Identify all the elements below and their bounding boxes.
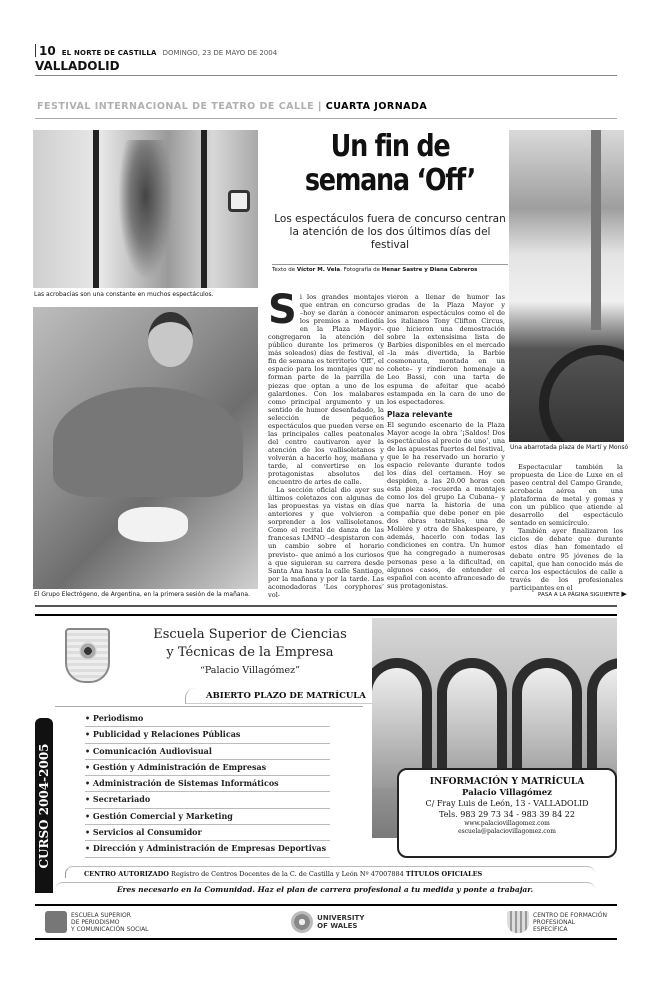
logo-text: CENTRO DE FORMACIÓN [533,911,607,919]
byline-photographers: Henar Sastre y Diana Cabreros [381,267,478,273]
school-name-line-1: Escuela Superior de Ciencias [153,627,347,642]
authorized-label: CENTRO AUTORIZADO [84,870,169,878]
paragraph: vieron a llenar de humor las gradas de la Plaza Mayor y animaron espectáculos como el de los italianos Tony Clifton Circus, que hicieron una demostración sobre la extensísima lista de Barbies disponibles en el mercado –la más divertida, la Barbie cosmonauta, montada en un cohete– y rindieron homenaje a Leo Bassi, con una tarta de espuma de afeitar que acabó estampada en la cara de uno de los espectadores. [387,293,505,406]
university-seal-icon [291,911,313,933]
authorized-center-line [65,866,595,878]
school-name-line-3: “Palacio Villagómez” [199,665,301,676]
logo-text: DE PERIODISMO [71,918,120,926]
kicker-separator: | [317,101,322,112]
wheel-icon [539,345,624,442]
continued-link[interactable] [538,590,627,598]
shield-crest-icon [507,911,529,933]
course-item: • Publicidad y Relaciones Públicas [85,727,330,743]
logo-text: UNIVERSITY [317,914,365,922]
school-name [130,626,370,680]
article-kicker [37,101,427,112]
paragraph: Espectacular también la propuesta de Lice de Luxe en el paseo central del Campo Grande, acrobacia aérea en una plataforma de metal y gomas y con un público que atiende al desarrollo del espectáculo sentado en semicírculo. [510,463,623,528]
course-year-tab [35,718,53,893]
info-place: Palacio Villagómez [462,788,552,798]
kicker-jornada: CUARTA JORNADA [325,101,428,112]
article-column-1 [268,287,384,599]
logo-escuela-periodismo [45,911,149,933]
course-item: • Comunicación Audiovisual [85,744,330,760]
info-phones: Tels. 983 29 73 34 - 983 39 84 22 [439,810,575,819]
header-divider [35,75,617,76]
course-item: • Secretariado [85,792,330,808]
photo-vehicle-plaza [509,130,624,442]
school-name-line-2: y Técnicas de la Empresa [166,645,334,660]
headline-line-2: semana ‘Off’ [304,163,476,198]
newspaper-name: EL NORTE DE CASTILLA [61,49,157,57]
official-titles-label: TÍTULOS OFICIALES [405,870,483,878]
logo-text: ESCUELA SUPERIOR [71,911,131,919]
course-list [85,711,330,858]
quill-logo-icon [45,911,67,933]
logo-text: Y COMUNICACIÓN SOCIAL [71,925,149,933]
photo-grupo-electrogeno [33,307,258,589]
headline [290,130,491,198]
drop-cap: S [268,287,297,333]
partner-logos [35,906,617,940]
caption-plaza: Una abarrotada plaza de Martí y Monsó [510,444,629,451]
kicker-festival: FESTIVAL INTERNACIONAL DE TEATRO DE CALLE [37,101,315,112]
byline-divider [272,264,508,265]
course-year-label: CURSO 2004-2005 [37,742,51,869]
paragraph: i los grandes montajes que entran en concurso –hoy se darán a conocer los premios a mediodía en la Plaza Mayor– congregaron la atención del público durante los primeros (y más soleados) días de festival, el fin de semana es territorio ‘Off’, el espacio para los montajes que no forman parte de la parrilla de piezas que optan a uno de los galardones. Con los malabares como principal argumento y un sentido de humor desenfadado, la selección de pequeños espectáculos que pueden verse en las principales calles peatonales del centro cautivaron ayer la atención de los vallisoletanos y volverán a hacerlo hoy, mañana y tarde, al convertirse en los protagonistas absolutos del encuentro de artes de calle. [268,293,384,487]
advertisement [35,614,617,906]
logo-centro-formacion [507,911,607,933]
street-lamp-icon [228,190,250,212]
folio-line [35,44,617,57]
registry-text: Registro de Centros Docentes de la C. de Castilla y León Nº 47007884 [168,870,406,878]
ad-slogan: Eres necesario en la Comunidad. Haz el plan de carrera profesional a tu medida y ponte a trabajar. [55,882,595,894]
headline-line-1: Un fin de [330,129,450,164]
article-divider [35,605,617,607]
photo-acrobats [33,130,258,288]
enrollment-open-banner: ABIERTO PLAZO DE MATRÍCULA [185,688,405,704]
info-box [397,768,617,858]
byline-author: Víctor M. Vela [296,267,341,273]
deck: Los espectáculos fuera de concurso centran la atención de los dos últimos días del festival [274,213,506,251]
paragraph: También ayer finalizaron los ciclos de debate que durante estos días han fomentado el debate entre 95 jóvenes de la capital, que han conocido más de cerca los espectáculos de calle a través de los profesionales participantes en el [510,527,623,592]
logo-text: ESPECÍFICA [533,925,568,933]
course-list-divider [55,706,363,707]
course-item: • Periodismo [85,711,330,727]
caption-acrobats: Las acrobacias son una constante en muchos espectáculos. [34,291,214,298]
course-item: • Administración de Sistemas Informáticos [85,776,330,792]
info-address: C/ Fray Luis de León, 13 - VALLADOLID [425,799,589,808]
article-column-3 [510,463,623,592]
arrow-right-icon: ▶ [621,590,627,598]
logo-university-of-wales [291,911,364,933]
course-item: • Dirección y Administración de Empresas Deportivas [85,841,330,857]
school-crest-icon [65,628,110,683]
paragraph: El segundo escenario de la Plaza Mayor acoge la obra ‘¡Saldos! Dos espectáculos al precio de uno’, una de las apuestas fuertes del festival, que le ha reservado un horario y espacio relevante durante todos los días del certamen. Hoy se despiden, a las 20.00 horas con esta pieza –recuerda a montajes como los del grupo La Cubana– y que narra la historia de una compañía que debe poner en pie dos obras teatrales, una de Molière y otra de Shakespeare, y además, hacerlo con todas las condiciones en contra. Un humor que ha congregado a numerosas personas pese a la dificultad, en algunos casos, de entender el español con acento afrancesado de sus protagonistas. [387,420,505,590]
course-item: • Servicios al Consumidor [85,825,330,841]
info-title: INFORMACIÓN Y MATRÍCULA [429,777,585,787]
course-item: • Gestión Comercial y Marketing [85,809,330,825]
issue-date: DOMINGO, 23 DE MAYO DE 2004 [162,49,278,57]
subhead: Plaza relevante [387,409,453,419]
section-title: VALLADOLID [35,59,120,73]
kicker-divider [35,118,617,119]
byline-text-label: Texto de [272,267,296,273]
logo-text: OF WALES [317,922,358,930]
page-number: 10 [39,44,56,58]
caption-electrogeno: El Grupo Electrógeno, de Argentina, en la primera sesión de la mañana. [34,591,250,598]
info-email[interactable]: escuela@palaciovillagomez.com [458,828,556,835]
info-website[interactable]: www.palaciovillagomez.com [464,820,550,827]
continued-label: PASA A LA PÁGINA SIGUIENTE [538,592,620,598]
logo-text: PROFESIONAL [533,918,576,926]
page-header [35,44,617,76]
byline [272,267,508,273]
paragraph: La sección oficial dio ayer sus últimos coletazos con algunas de las propuestas ya vistas en días anteriores y que volvieron a sorprender a los vallisoletanos. Como el recital de danza de las francesas LMNO –despistaron con un cambio sobre el horario previsto– que animó a los curiosos a que siguieran su carrera desde Santa Ana hasta la calle Santiago, por la mañana y por la tarde. Las acomodadoras ‘Les coryphores’ vol- [268,486,384,599]
byline-photo-label: . Fotografía de [340,267,381,273]
article-column-2 [387,293,505,590]
course-item: • Gestión y Administración de Empresas [85,760,330,776]
